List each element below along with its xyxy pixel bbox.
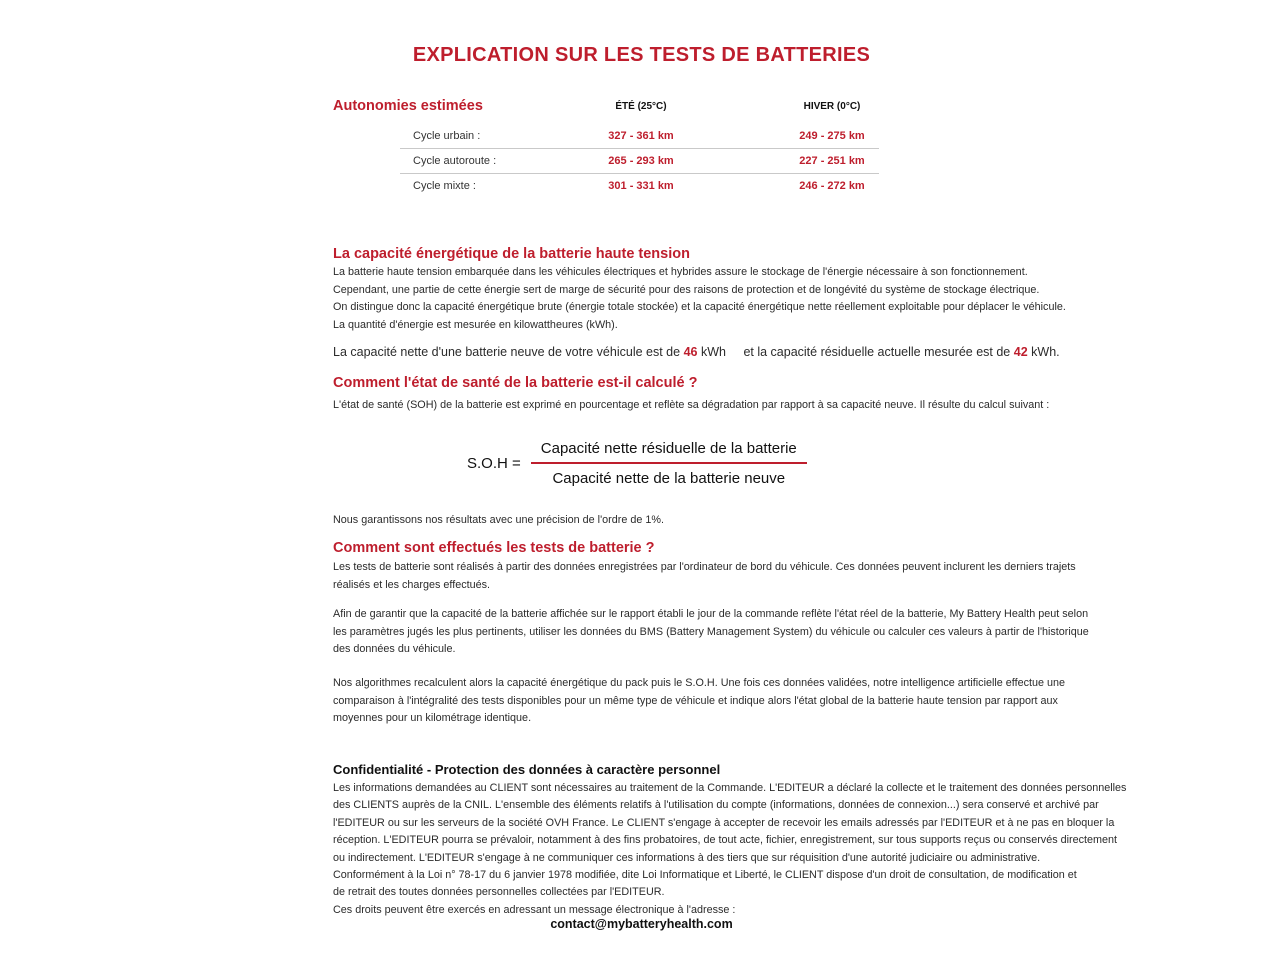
confidentiality-paragraph [333, 780, 1127, 919]
row-label: Cycle urbain : [413, 130, 481, 142]
table-row [333, 124, 973, 148]
paragraph-line: La batterie haute tension embarquée dans les véhicules électriques et hybrides assure le stockage de l'énergie nécessaire à son fonctionnement. [333, 266, 1028, 278]
tests-paragraph-3 [333, 675, 1066, 728]
paragraph-line: La quantité d'énergie est mesurée en kilowattheures (kWh). [333, 318, 618, 331]
autonomy-heading: Autonomies estimées [333, 98, 483, 114]
row-value-winter: 227 - 251 km [799, 155, 865, 167]
paragraph-line: moyennes pour un kilométrage identique. [333, 712, 532, 724]
summary-text: et la capacité résiduelle actuelle mesurée est de [743, 345, 1011, 359]
summary-unit: kWh [700, 345, 726, 359]
page-title: EXPLICATION SUR LES TESTS DE BATTERIES [412, 44, 871, 66]
autonomy-table [333, 124, 973, 198]
paragraph-line: ou indirectement. L'EDITEUR s'engage à ne communiquer ces informations à des tiers que sur réquisition d'une autorité judiciaire ou administrative. [333, 851, 1041, 864]
formula-fraction [531, 440, 807, 487]
soh-formula [467, 440, 807, 487]
table-row [333, 174, 973, 198]
paragraph-line: des données du véhicule. [333, 643, 456, 655]
row-value-winter: 246 - 272 km [799, 180, 865, 192]
formula-numerator: Capacité nette résiduelle de la batterie [540, 440, 797, 457]
new-capacity-value: 46 [683, 345, 698, 359]
row-value-summer: 301 - 331 km [608, 180, 674, 192]
column-header-summer: ÉTÉ (25°C) [615, 100, 667, 112]
formula-lhs: S.O.H = [467, 455, 521, 472]
paragraph-line: comparaison à l'intégralité des tests disponibles pour un même type de véhicule et indique alors l'état global de la batterie haute tension par rapport aux [333, 694, 1058, 707]
formula-denominator: Capacité nette de la batterie neuve [552, 470, 786, 487]
row-value-summer: 327 - 361 km [608, 130, 674, 142]
section-heading-capacity: La capacité énergétique de la batterie haute tension [333, 246, 690, 262]
paragraph-line: Cependant, une partie de cette énergie sert de marge de sécurité pour des raisons de protection et de longévité du système de stockage électrique. [333, 283, 1040, 296]
paragraph-line: réalisés et les charges effectués. [333, 578, 491, 591]
summary-unit: kWh. [1031, 345, 1060, 359]
section-heading-confidentiality: Confidentialité - Protection des données à caractère personnel [333, 762, 721, 777]
section-heading-soh: Comment l'état de santé de la batterie est-il calculé ? [333, 375, 698, 391]
paragraph-line: Afin de garantir que la capacité de la batterie affichée sur le rapport établi le jour de la commande reflète l'état réel de la batterie, My Battery Health peut selon [333, 608, 1089, 620]
paragraph-line: Les tests de batterie sont réalisés à partir des données enregistrées par l'ordinateur de bord du véhicule. Ces données peuvent inclurent les derniers trajets [333, 561, 1076, 573]
paragraph-line: de retrait des toutes données personnelles collectées par l'EDITEUR. [333, 886, 665, 899]
fraction-bar [531, 462, 807, 464]
paragraph-line: Ces droits peuvent être exercés en adressant un message électronique à l'adresse : [333, 903, 736, 916]
residual-capacity-value: 42 [1013, 345, 1028, 359]
capacity-summary [333, 345, 1060, 359]
row-value-winter: 249 - 275 km [799, 130, 865, 142]
paragraph-line: réception. L'EDITEUR pourra se prévaloir, notamment à des fins probatoires, de tout acte, fichier, enregistrement, sur tous supports reçus ou conservés directement [333, 834, 1118, 847]
capacity-paragraph [333, 264, 1066, 334]
row-value-summer: 265 - 293 km [608, 155, 674, 167]
summary-text: La capacité nette d'une batterie neuve de votre véhicule est de [333, 345, 681, 359]
guarantee-note: Nous garantissons nos résultats avec une précision de l'ordre de 1%. [333, 514, 664, 526]
paragraph-line: les paramètres jugés les plus pertinents, utiliser les données du BMS (Battery Management System) du véhicule ou calculer ces valeurs à partir de l'historique [333, 625, 1089, 638]
paragraph-line: Conformément à la Loi n° 78-17 du 6 janvier 1978 modifiée, dite Loi Informatique et Liberté, le CLIENT dispose d'un droit de consultation, de modification et [333, 869, 1077, 882]
paragraph-line: Les informations demandées au CLIENT sont nécessaires au traitement de la Commande. L'EDITEUR a déclaré la collecte et le traitement des données personnelles [333, 782, 1127, 794]
table-row [333, 149, 973, 173]
row-label: Cycle autoroute : [413, 155, 497, 167]
column-header-winter: HIVER (0°C) [803, 100, 861, 112]
tests-paragraph-1 [333, 559, 1076, 594]
row-label: Cycle mixte : [413, 180, 476, 192]
paragraph-line: Nos algorithmes recalculent alors la capacité énergétique du pack puis le S.O.H. Une fois ces données validées, notre intelligence artificielle effectue une [333, 677, 1066, 689]
paragraph-line: l'EDITEUR ou sur les serveurs de la société OVH France. Le CLIENT s'engage à accepter de recevoir les emails adressés par l'EDITEUR et à ne pas en bloquer la [333, 816, 1115, 829]
section-heading-tests: Comment sont effectués les tests de batterie ? [333, 540, 655, 556]
paragraph-line: des CLIENTS auprès de la CNIL. L'ensemble des éléments relatifs à l'utilisation du compte (informations, données de connexion...) sera conservé et archivé par [333, 799, 1099, 812]
soh-intro: L'état de santé (SOH) de la batterie est exprimé en pourcentage et reflète sa dégradation par rapport à sa capacité neuve. Il résulte du calcul suivant : [333, 399, 1050, 411]
autonomy-table-header [333, 94, 973, 118]
paragraph-line: On distingue donc la capacité énergétique brute (énergie totale stockée) et la capacité énergétique nette réellement exploitable pour déplacer le véhicule. [333, 301, 1066, 313]
contact-email-link[interactable]: contact@mybatteryhealth.com [550, 917, 733, 931]
tests-paragraph-2 [333, 606, 1089, 659]
